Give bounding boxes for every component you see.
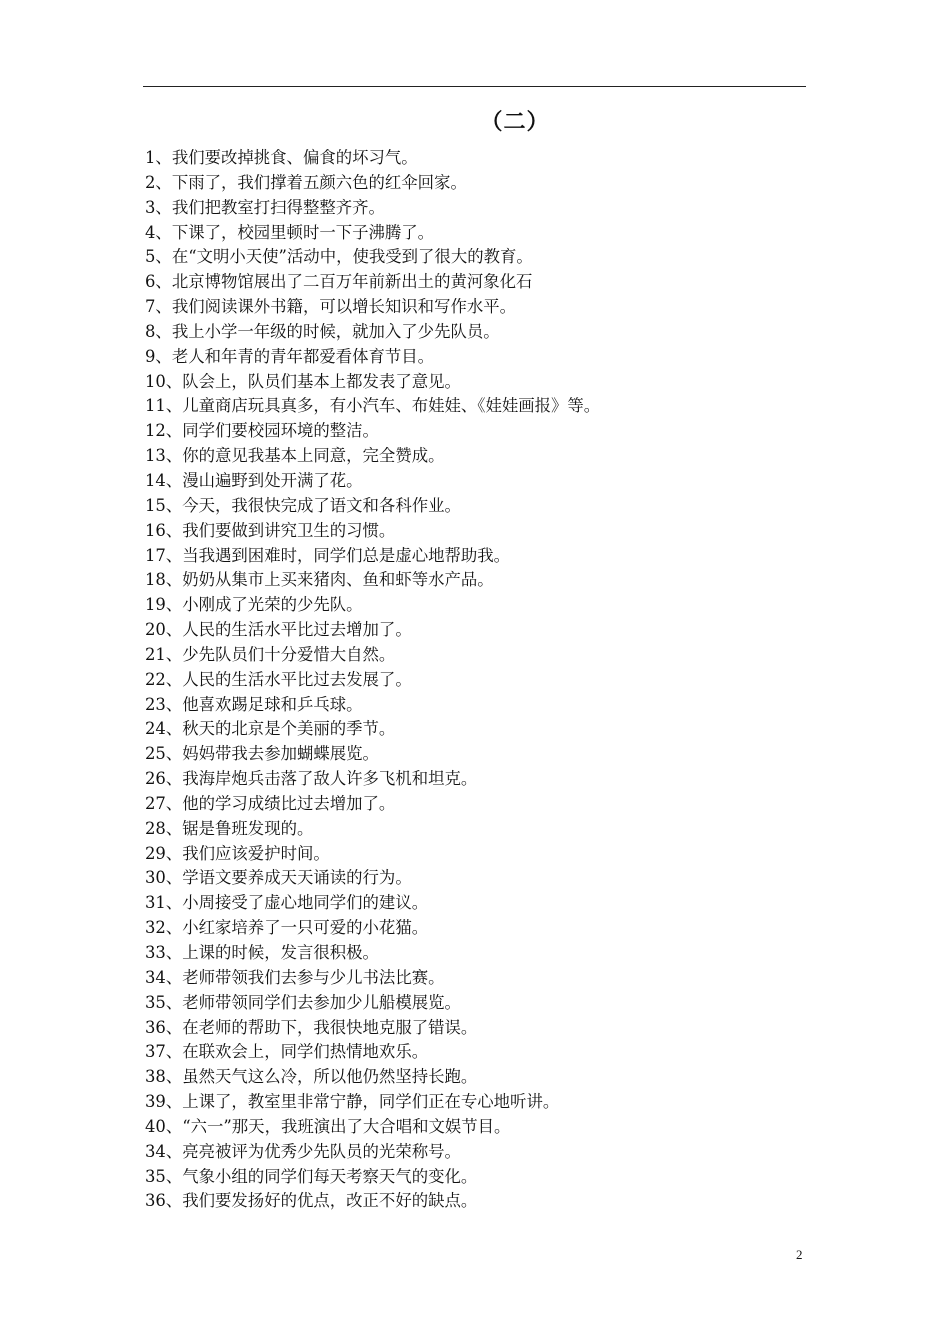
sentence-item: 31、小周接受了虚心地同学们的建议。: [145, 893, 429, 913]
sentence-item: 11、儿童商店玩具真多，有小汽车、布娃娃、《娃娃画报》等。: [145, 396, 601, 416]
sentence-item: 34、亮亮被评为优秀少先队员的光荣称号。: [145, 1141, 461, 1161]
sentence-item: 16、我们要做到讲究卫生的习惯。: [145, 520, 396, 540]
sentence-item: 40、“六一”那天，我班演出了大合唱和文娱节目。: [145, 1116, 511, 1136]
sentence-item: 5、在“文明小天使”活动中，使我受到了很大的教育。: [145, 247, 533, 267]
sentence-item: 34、老师带领我们去参与少儿书法比赛。: [145, 967, 445, 987]
sentence-item: 38、虽然天气这么冷，所以他仍然坚持长跑。: [145, 1067, 478, 1087]
sentence-item: 18、奶奶从集市上买来猪肉、鱼和虾等水产品。: [145, 570, 494, 590]
sentence-item: 22、人民的生活水平比过去发展了。: [145, 669, 412, 689]
sentence-item: 10、队会上，队员们基本上都发表了意见。: [145, 371, 461, 391]
sentence-item: 4、下课了，校园里顿时一下子沸腾了。: [145, 222, 435, 242]
sentence-item: 29、我们应该爱护时间。: [145, 843, 330, 863]
sentence-item: 24、秋天的北京是个美丽的季节。: [145, 719, 396, 739]
header-rule: [143, 86, 806, 87]
sentence-item: 19、小刚成了光荣的少先队。: [145, 595, 363, 615]
sentence-item: 39、上课了，教室里非常宁静，同学们正在专心地听讲。: [145, 1092, 560, 1112]
sentence-item: 20、人民的生活水平比过去增加了。: [145, 620, 412, 640]
page-number: 2: [796, 1247, 803, 1262]
sentence-item: 33、上课的时候，发言很积极。: [145, 943, 379, 962]
section-title: （二）: [480, 109, 550, 135]
sentence-item: 12、同学们要校园环境的整洁。: [145, 421, 379, 441]
sentence-item: 35、老师带领同学们去参加少儿船模展览。: [145, 992, 461, 1012]
sentence-item: 17、当我遇到困难时，同学们总是虚心地帮助我。: [145, 545, 511, 565]
sentence-item: 37、在联欢会上，同学们热情地欢乐。: [145, 1042, 429, 1062]
sentence-item: 6、北京博物馆展出了二百万年前新出土的黄河象化石: [145, 272, 533, 292]
sentence-item: 15、今天，我很快完成了语文和各科作业。: [145, 495, 461, 515]
sentence-item: 36、在老师的帮助下，我很快地克服了错误。: [145, 1017, 478, 1037]
sentence-list: [145, 146, 825, 1214]
sentence-item: 23、他喜欢踢足球和乒乓球。: [145, 694, 363, 714]
sentence-item: 1、我们要改掉挑食、偏食的坏习气。: [145, 148, 418, 167]
sentence-item: 2、下雨了，我们撑着五颜六色的红伞回家。: [145, 172, 467, 192]
sentence-item: 27、他的学习成绩比过去增加了。: [145, 793, 396, 813]
sentence-item: 32、小红家培养了一只可爱的小花猫。: [145, 918, 429, 938]
sentence-item: 36、我们要发扬好的优点，改正不好的缺点。: [145, 1191, 478, 1211]
sentence-item: 8、我上小学一年级的时候，就加入了少先队员。: [145, 321, 500, 341]
sentence-item: 14、漫山遍野到处开满了花。: [145, 470, 363, 490]
sentence-item: 28、锯是鲁班发现的。: [145, 818, 314, 838]
sentence-item: 26、我海岸炮兵击落了敌人许多飞机和坦克。: [145, 769, 478, 789]
sentence-item: 7、我们阅读课外书籍，可以增长知识和写作水平。: [145, 297, 517, 317]
sentence-item: 9、老人和年青的青年都爱看体育节目。: [145, 346, 435, 366]
sentence-item: 21、少先队员们十分爱惜大自然。: [145, 644, 396, 664]
sentence-item: 13、你的意见我基本上同意，完全赞成。: [145, 446, 445, 466]
sentence-item: 3、我们把教室打扫得整整齐齐。: [145, 197, 385, 217]
sentence-item: 25、妈妈带我去参加蝴蝶展览。: [145, 744, 379, 764]
sentence-item: 30、学语文要养成天天诵读的行为。: [145, 868, 412, 888]
sentence-item: 35、气象小组的同学们每天考察天气的变化。: [145, 1166, 478, 1186]
